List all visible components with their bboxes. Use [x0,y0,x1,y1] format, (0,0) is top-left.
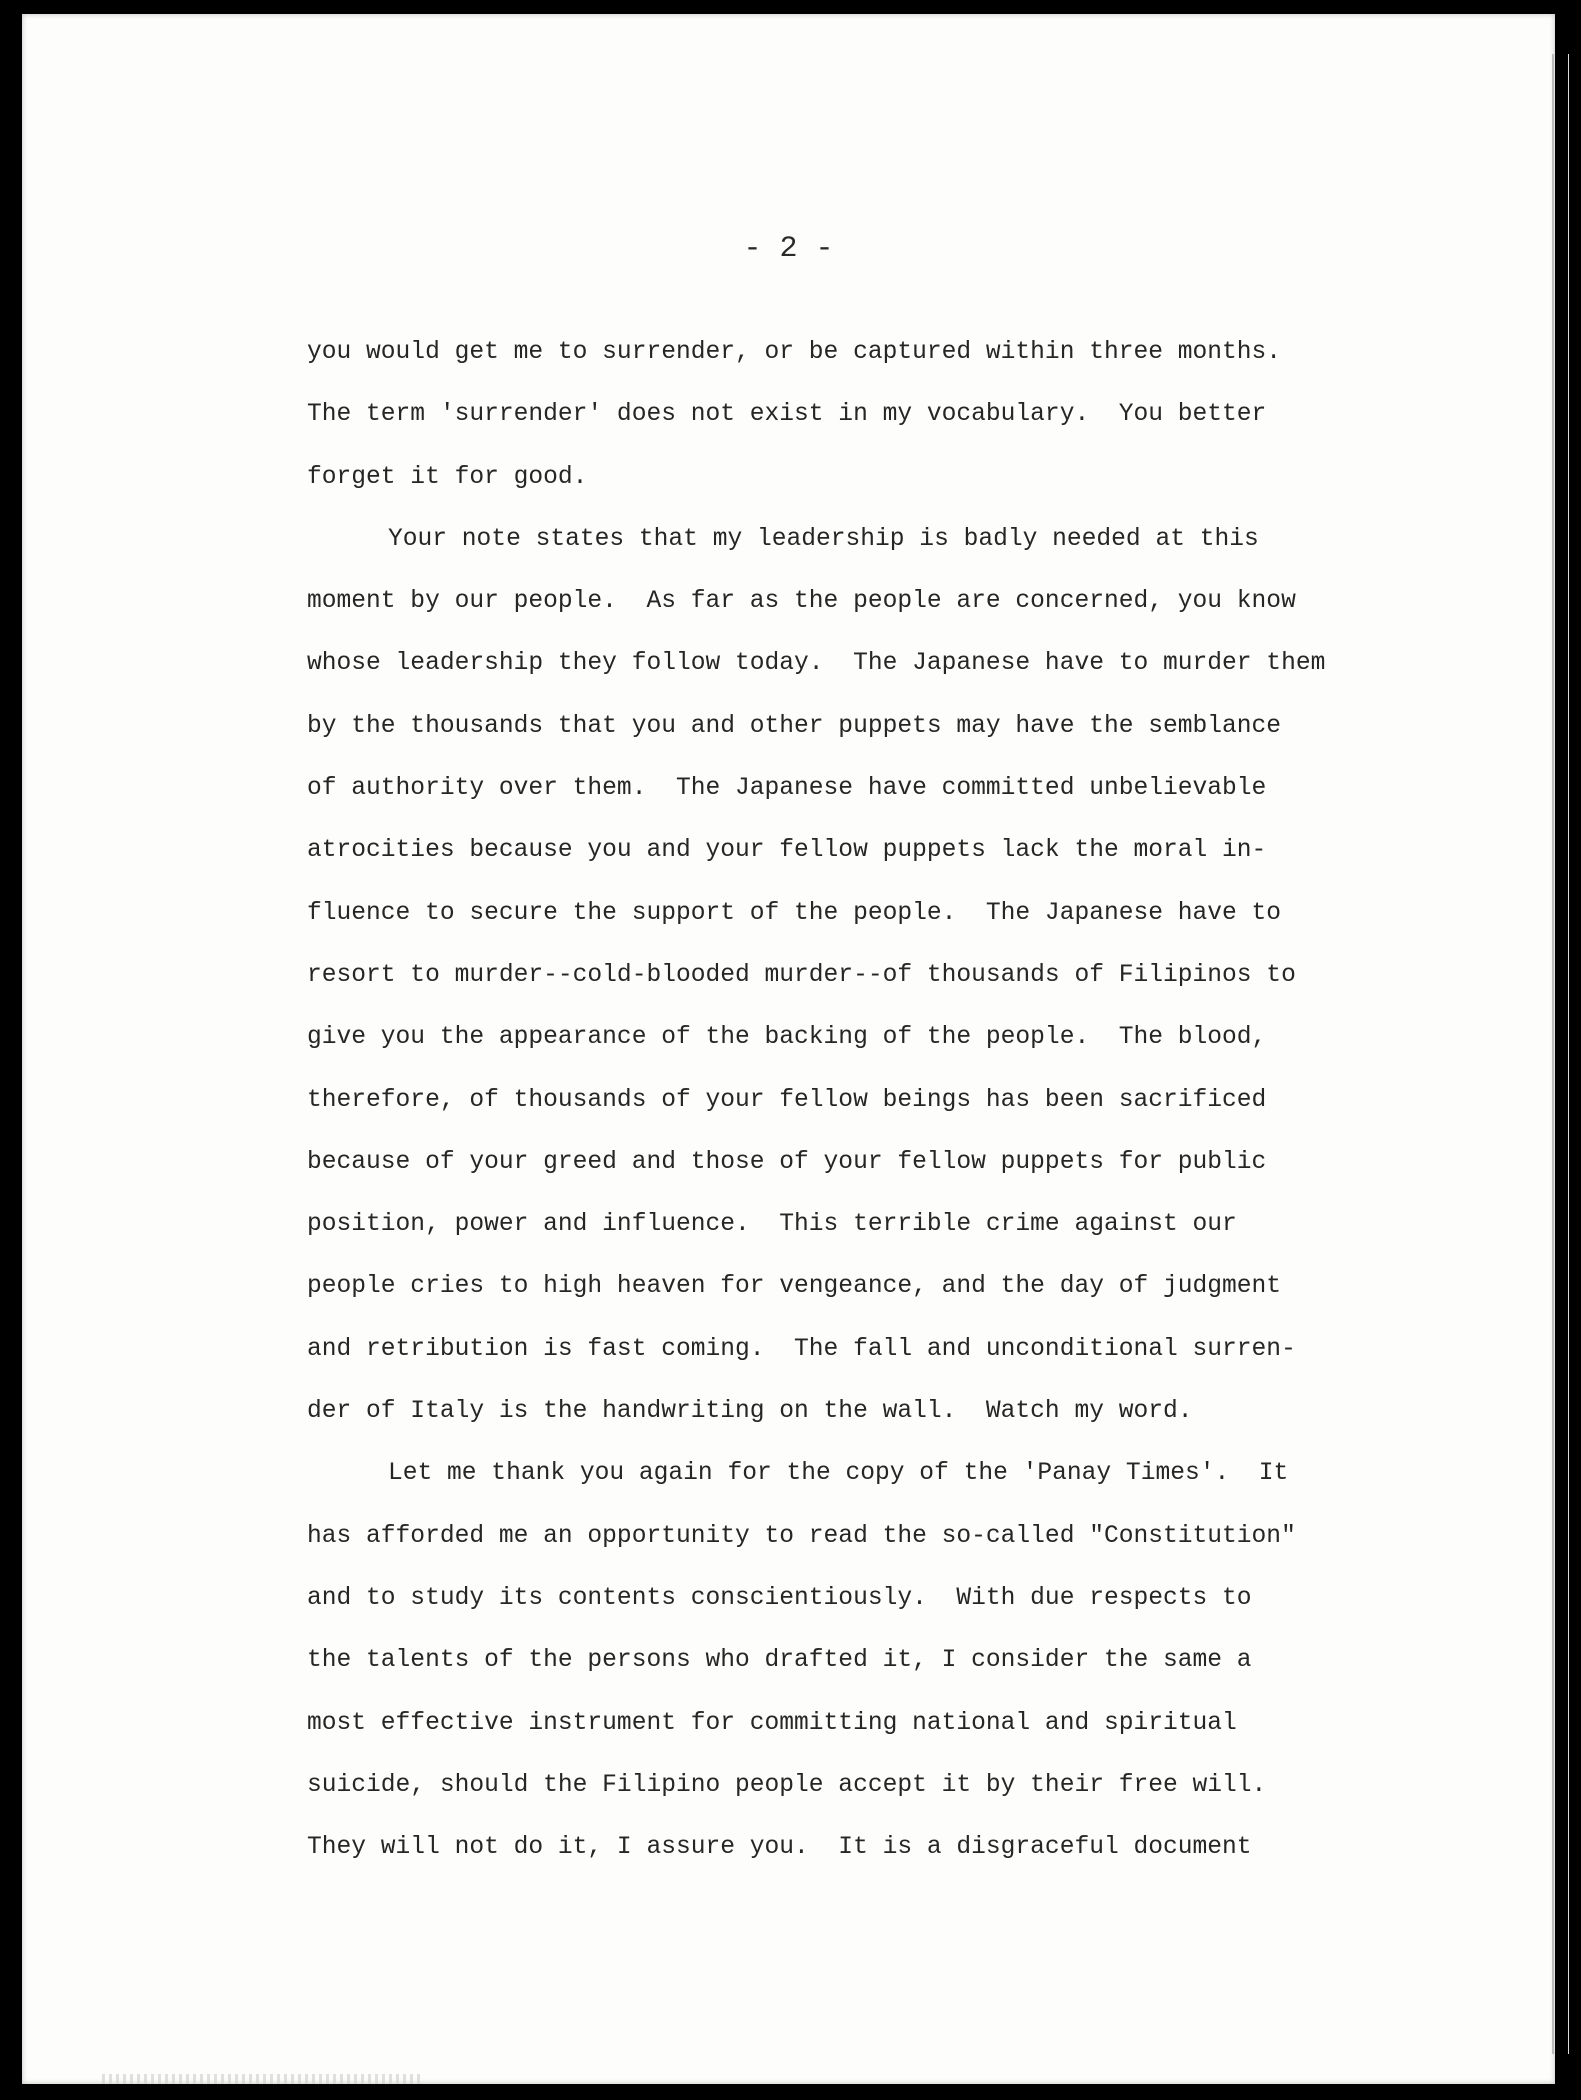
text-line: They will not do it, I assure you. It is a disgraceful document [307,1834,1252,1862]
text-line: resort to murder--cold-blooded murder--of thousands of Filipinos to [307,961,1296,989]
text-line: The term 'surrender' does not exist in my vocabulary. You better [307,401,1267,429]
page-number: - 2 - [743,232,834,266]
text-line: forget it for good. [307,463,588,491]
letter-body [307,322,1407,1879]
text-line: most effective instrument for committing national and spiritual [307,1709,1237,1737]
text-line: because of your greed and those of your fellow puppets for public [307,1148,1267,1176]
text-line: and retribution is fast coming. The fall and unconditional surren- [307,1335,1296,1363]
text-line: atrocities because you and your fellow puppets lack the moral in- [307,837,1267,865]
text-line: and to study its contents conscientiously. With due respects to [307,1584,1252,1612]
text-line: fluence to secure the support of the people. The Japanese have to [307,899,1282,927]
text-line: of authority over them. The Japanese have committed unbelievable [307,775,1267,803]
text-line: give you the appearance of the backing of the people. The blood, [307,1024,1267,1052]
paper-edge [1552,54,1569,2054]
paragraph-start-line: Your note states that my leadership is badly needed at this [388,525,1259,553]
paper-sheet [22,14,1555,2084]
text-line: people cries to high heaven for vengeance, and the day of judgment [307,1273,1282,1301]
text-line: position, power and influence. This terrible crime against our [307,1211,1237,1239]
text-line: you would get me to surrender, or be captured within three months. [307,339,1282,366]
text-line: by the thousands that you and other puppets may have the semblance [307,712,1282,740]
paragraph-start-line: Let me thank you again for the copy of the 'Panay Times'. It [388,1460,1289,1488]
text-line: whose leadership they follow today. The Japanese have to murder them [307,650,1326,678]
text-line: suicide, should the Filipino people accept it by their free will. [307,1771,1267,1799]
paper-edge-noise [102,2074,422,2084]
text-line: moment by our people. As far as the people are concerned, you know [307,588,1296,616]
text-line: the talents of the persons who drafted it, I consider the same a [307,1647,1252,1675]
text-line: has afforded me an opportunity to read the so-called "Constitution" [307,1522,1296,1550]
text-line: der of Italy is the handwriting on the wall. Watch my word. [307,1398,1193,1426]
text-line: therefore, of thousands of your fellow beings has been sacrificed [307,1086,1267,1114]
